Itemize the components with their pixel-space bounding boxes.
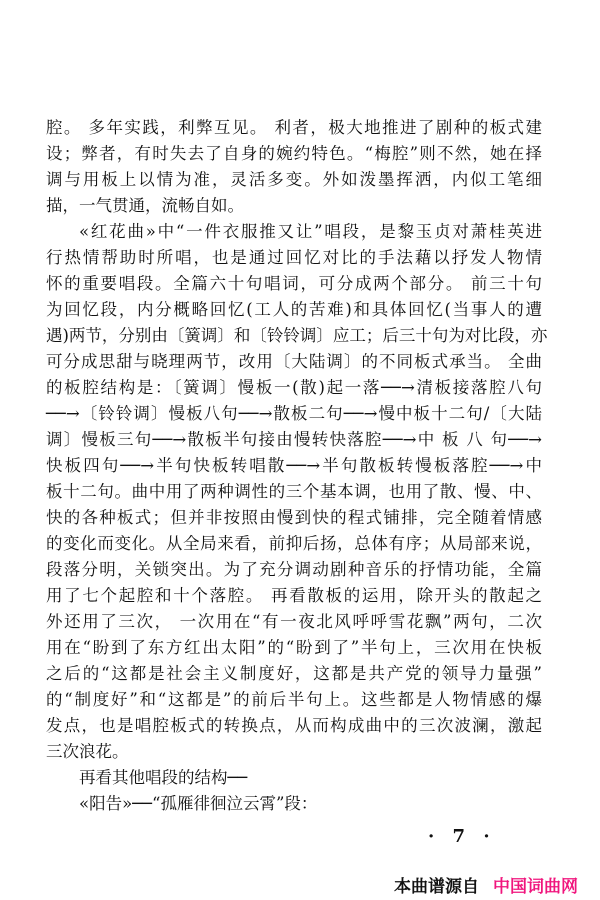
text-line: 可分成思甜与晓理两节，改用〔大陆调〕的不同板式承当。 全曲 [46,352,542,371]
text-line: 之后的“这都是社会主义制度好，这都是共产党的领导力量强” [46,664,542,683]
text-line: 调与用板上以情为准，灵活多变。外如泼墨挥洒，内似工笔细 [46,170,542,189]
text-line: 腔。 多年实践，利弊互见。 利者，极大地推进了剧种的板式建 [46,118,542,137]
text-line: 段落分明，关锁突出。为了充分调动剧种音乐的抒情功能，全篇 [46,560,542,579]
text-line: 的“制度好”和“这都是”的前后半句上。这些都是人物情感的爆 [46,690,542,709]
source-label: 本曲谱源自 [394,877,479,897]
text-line: 怀的重要唱段。全篇六十句唱词，可分成两个部分。 前三十句 [46,274,542,293]
text-line: 再看其他唱段的结构── [79,768,248,787]
text-line: 行热情帮助时所唱，也是通过回忆对比的手法藉以抒发人物情 [46,248,542,267]
text-line: 用在“盼到了东方红出太阳”的“盼到了”半句上，三次用在快板 [46,638,542,657]
site-name-link[interactable]: 中国词曲网 [493,877,578,897]
text-line: 遇)两节，分别由〔簧调〕和〔铃铃调〕应工；后三十句为对比段，亦 [46,326,548,345]
text-line: 为回忆段，内分概略回忆(工人的苦难)和具体回忆(当事人的遭 [46,300,542,319]
text-line: 三次浪花。 [46,742,129,761]
watermark-footer [394,872,578,897]
text-line: 快板四句──→半句快板转唱散──→半句散板转慢板落腔──→中 [46,456,542,475]
text-line: 外还用了三次， 一次用在“有一夜北风呼呼雪花飘”两句，二次 [46,612,542,631]
page-body [46,115,548,817]
text-line: 板十二句。曲中用了两种调性的三个基本调，也用了散、慢、中、 [46,482,542,501]
text-line: 设；弊者，有时失去了自身的婉约特色。“梅腔”则不然，她在择 [46,144,542,163]
page-number: · 7 · [428,826,496,847]
text-line: «红花曲»中“一件衣服推又让”唱段，是黎玉贞对萧桂英进 [79,222,542,241]
text-line: 描，一气贯通，流畅自如。 [46,196,244,215]
text-line: 用了七个起腔和十个落腔。 再看散板的运用，除开头的散起之 [46,586,542,605]
text-line: 发点，也是唱腔板式的转换点，从而构成曲中的三次波澜，激起 [46,716,542,735]
text-line: 的板腔结构是：〔簧调〕慢板一(散)起一落──→清板接落腔八句 [46,378,542,397]
text-line: ──→〔铃铃调〕慢板八句──→散板二句──→慢中板十二句/〔大陆 [46,404,542,423]
text-line: 的变化而变化。从全局来看，前抑后扬，总体有序；从局部来说， [46,534,542,553]
text-line: 快的各种板式；但并非按照由慢到快的程式铺排，完全随着情感 [46,508,542,527]
text-line: «阳告»──“孤雁徘徊泣云霄”段： [79,794,318,813]
text-line: 调〕慢板三句──→散板半句接由慢转快落腔──→中 板 八 句──→ [46,430,542,449]
